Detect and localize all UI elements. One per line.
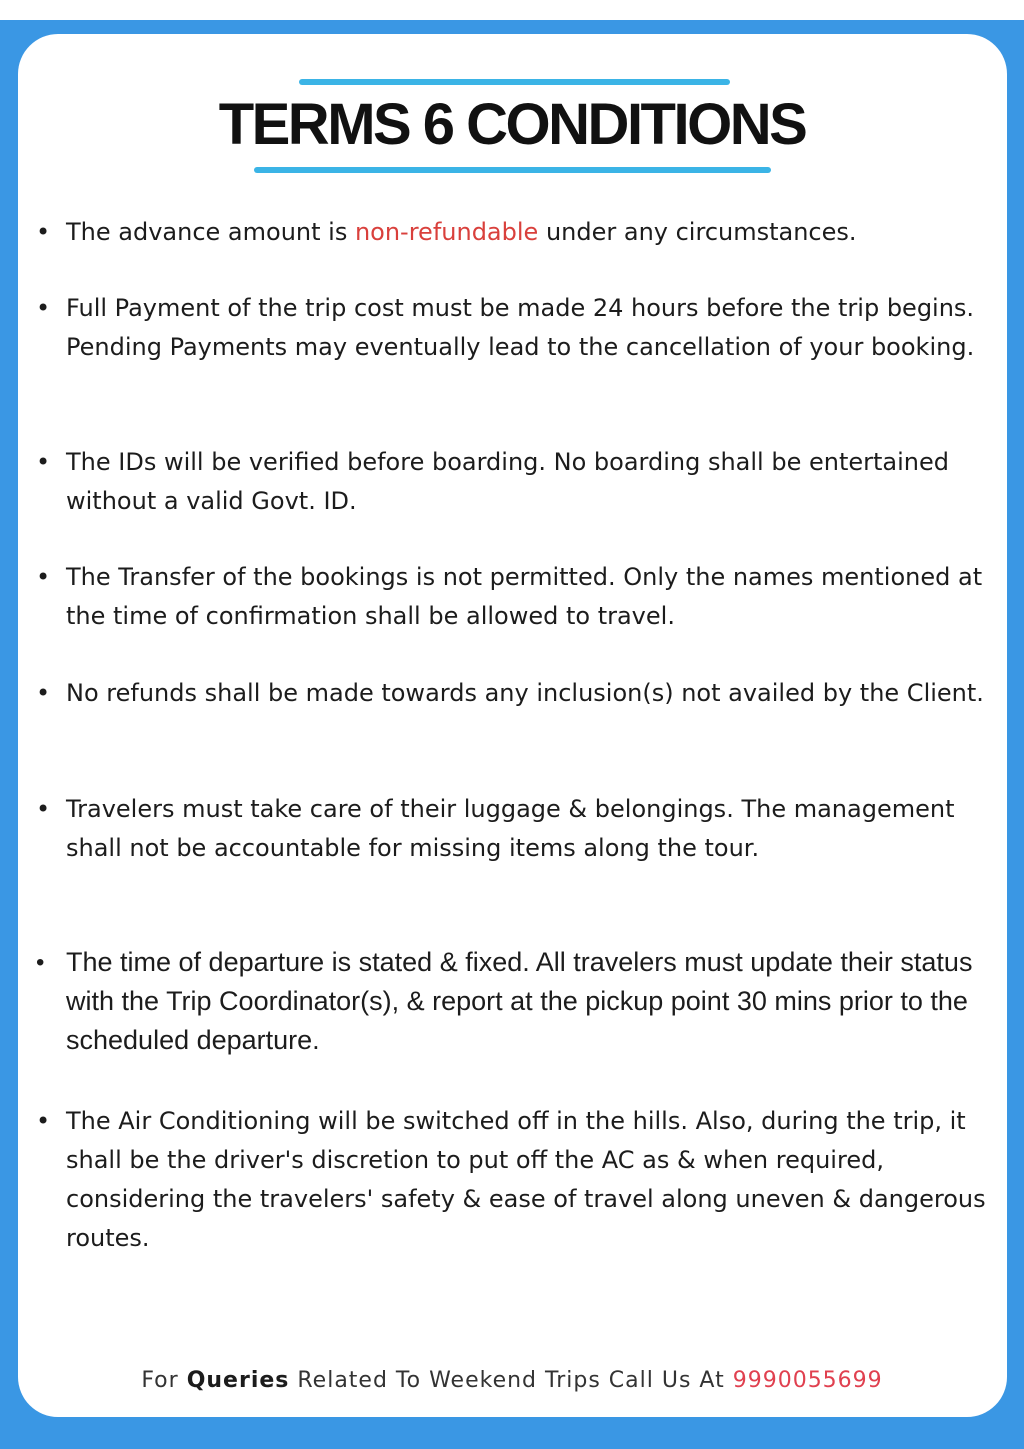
term-text: The IDs will be verified before boarding. No boarding shall be entertained without a valid Govt. ID. bbox=[66, 448, 949, 515]
bullet-icon: • bbox=[36, 949, 45, 976]
term-item-air-conditioning bbox=[36, 1102, 986, 1258]
term-text: No refunds shall be made towards any inclusion(s) not availed by the Client. bbox=[66, 679, 984, 707]
term-text: under any circumstances. bbox=[538, 218, 857, 246]
bullet-icon: • bbox=[36, 795, 51, 823]
bullet-icon: • bbox=[36, 563, 51, 591]
term-text: Full Payment of the trip cost must be made 24 hours before the trip begins. Pending Payments may eventually lead to the cancellation of your booking. bbox=[66, 294, 975, 361]
page-title: TERMS 6 CONDITIONS bbox=[218, 92, 806, 157]
bullet-icon: • bbox=[36, 679, 51, 707]
bullet-icon: • bbox=[36, 218, 51, 246]
bullet-icon: • bbox=[36, 1107, 51, 1135]
term-text: The advance amount is bbox=[66, 218, 355, 246]
phone-number[interactable]: 9990055699 bbox=[732, 1368, 883, 1393]
term-text: The time of departure is stated & fixed. All travelers must update their status with the Trip Coordinator(s), & report at the pickup point 30 mins prior to the scheduled departure. bbox=[66, 947, 973, 1055]
term-item-refunds bbox=[36, 674, 986, 713]
term-text: The Air Conditioning will be switched off in the hills. Also, during the trip, it shall be the driver's discretion to put off the AC as & when required, considering the travelers' safety & ease of travel along uneven & dangerous routes. bbox=[66, 1107, 986, 1252]
term-item-advance bbox=[36, 213, 986, 252]
bullet-icon: • bbox=[36, 294, 51, 322]
footer-middle: Related To Weekend Trips Call Us At bbox=[289, 1368, 733, 1393]
queries-footer bbox=[0, 1368, 1024, 1393]
title-top-rule bbox=[299, 79, 730, 85]
footer-prefix: For bbox=[141, 1368, 187, 1393]
term-text: The Transfer of the bookings is not permitted. Only the names mentioned at the time of confirmation shall be allowed to travel. bbox=[66, 563, 983, 630]
term-item-ids bbox=[36, 443, 986, 521]
title-bottom-rule bbox=[254, 167, 771, 173]
term-item-departure bbox=[36, 943, 986, 1060]
term-item-transfer bbox=[36, 558, 986, 636]
term-text: Travelers must take care of their luggage & belongings. The management shall not be accountable for missing items along the tour. bbox=[66, 795, 955, 862]
bullet-icon: • bbox=[36, 448, 51, 476]
footer-queries-bold: Queries bbox=[186, 1368, 290, 1393]
term-item-full-payment bbox=[36, 289, 986, 367]
term-item-luggage bbox=[36, 790, 986, 868]
non-refundable-highlight: non-refundable bbox=[354, 218, 539, 246]
